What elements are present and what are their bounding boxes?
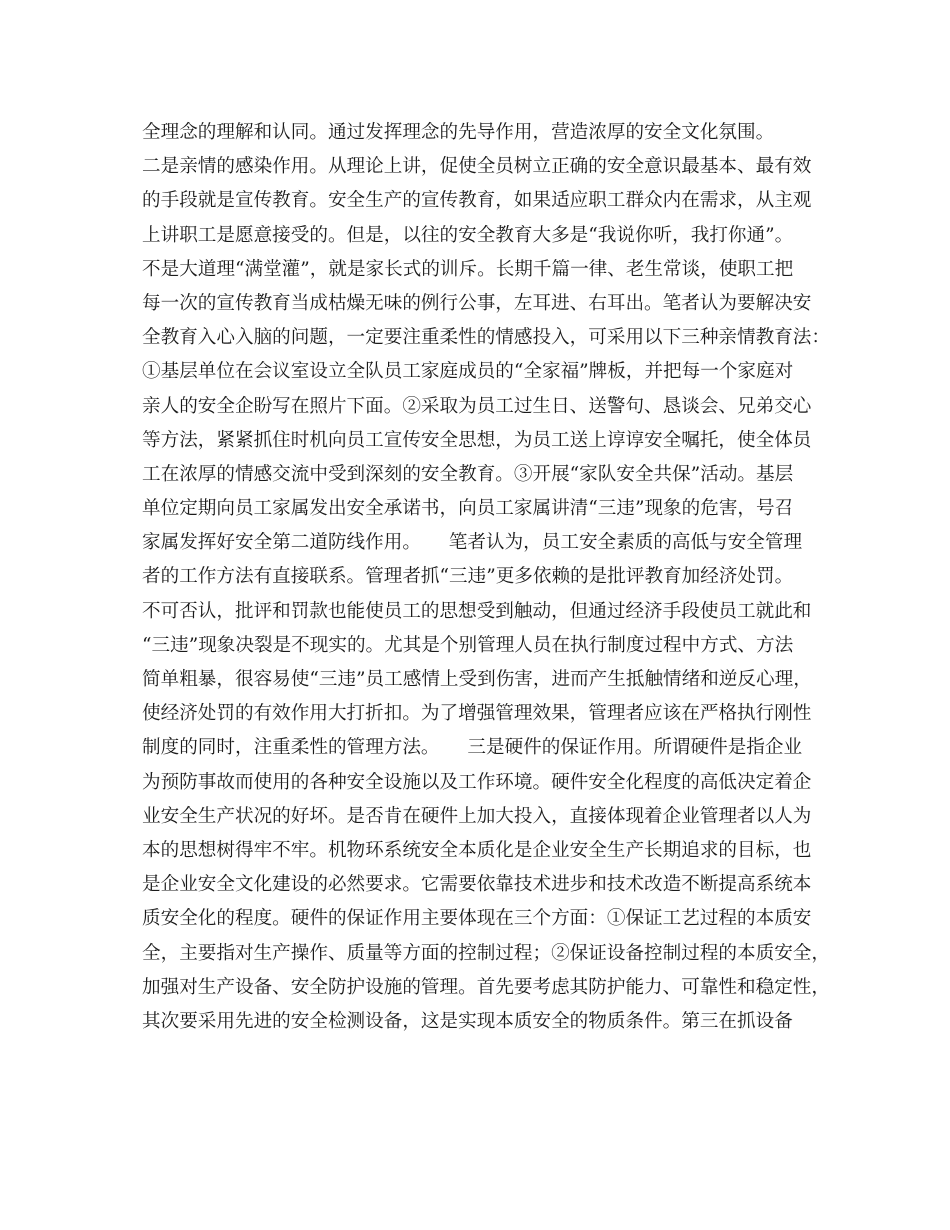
- text-line: 加强对生产设备、安全防护设施的管理。首先要考虑其防护能力、可靠性和稳定性，: [142, 976, 830, 998]
- text-line: 家属发挥好安全第二道防线作用。 笔者认为，员工安全素质的高低与安全管理: [142, 532, 803, 554]
- text-line: 本的思想树得牢不牢。机物环系统安全本质化是企业安全生产长期追求的目标，也: [142, 839, 812, 861]
- text-line: 的手段就是宣传教育。安全生产的宣传教育，如果适应职工群众内在需求，从主观: [142, 190, 812, 212]
- body-text: [142, 116, 832, 1039]
- text-line: 全理念的理解和认同。通过发挥理念的先导作用，营造浓厚的安全文化氛围。: [142, 122, 775, 143]
- text-line: 二是亲情的感染作用。从理论上讲，促使全员树立正确的安全意识最基本、最有效: [142, 156, 812, 178]
- text-line: 亲人的安全企盼写在照片下面。②采取为员工过生日、送警句、恳谈会、兄弟交心: [142, 395, 812, 417]
- text-line: 工在浓厚的情感交流中受到深刻的安全教育。③开展“家队安全共保”活动。基层: [142, 463, 794, 485]
- text-line: 单位定期向员工家属发出安全承诺书，向员工家属讲清“三违”现象的危害，号召: [142, 498, 794, 520]
- text-line: 者的工作方法有直接联系。管理者抓“三违”更多依赖的是批评教育加经济处罚。: [142, 566, 794, 588]
- text-line: 制度的同时，注重柔性的管理方法。 三是硬件的保证作用。所谓硬件是指企业: [142, 737, 803, 759]
- text-line: ①基层单位在会议室设立全队员工家庭成员的“全家福”牌板，并把每一个家庭对: [142, 361, 794, 383]
- text-line: 每一次的宣传教育当成枯燥无味的例行公事，左耳进、右耳出。笔者认为要解决安: [142, 292, 812, 314]
- text-line: 为预防事故而使用的各种安全设施以及工作环境。硬件安全化程度的高低决定着企: [142, 771, 812, 793]
- text-line: 其次要采用先进的安全检测设备，这是实现本质安全的物质条件。第三在抓设备: [142, 1010, 793, 1032]
- text-line: 是企业安全文化建设的必然要求。它需要依靠技术进步和技术改造不断提高系统本: [142, 874, 812, 896]
- text-line: 简单粗暴，很容易使“三违”员工感情上受到伤害，进而产生抵触情绪和逆反心理，: [142, 669, 812, 690]
- text-line: 使经济处罚的有效作用大打折扣。为了增强管理效果，管理者应该在严格执行刚性: [142, 703, 812, 725]
- text-line: 不是大道理“满堂灌”，就是家长式的训斥。长期千篇一律、老生常谈，使职工把: [142, 258, 794, 280]
- text-line: 不可否认，批评和罚款也能使员工的思想受到触动，但通过经济手段使员工就此和: [142, 600, 812, 622]
- text-line: “三违”现象决裂是不现实的。尤其是个别管理人员在执行制度过程中方式、方法: [142, 634, 794, 656]
- text-line: 全教育入心入脑的问题，一定要注重柔性的情感投入，可采用以下三种亲情教育法：: [142, 327, 830, 349]
- text-line: 业安全生产状况的好坏。是否肯在硬件上加大投入，直接体现着企业管理者以人为: [142, 805, 812, 827]
- text-line: 质安全化的程度。硬件的保证作用主要体现在三个方面：①保证工艺过程的本质安: [142, 908, 812, 930]
- text-line: 全，主要指对生产操作、质量等方面的控制过程；②保证设备控制过程的本质安全，: [142, 942, 830, 964]
- text-line: 上讲职工是愿意接受的。但是，以往的安全教育大多是“我说你听，我打你通”。: [142, 224, 794, 246]
- text-line: 等方法，紧紧抓住时机向员工宣传安全思想，为员工送上谆谆安全嘱托，使全体员: [142, 429, 812, 451]
